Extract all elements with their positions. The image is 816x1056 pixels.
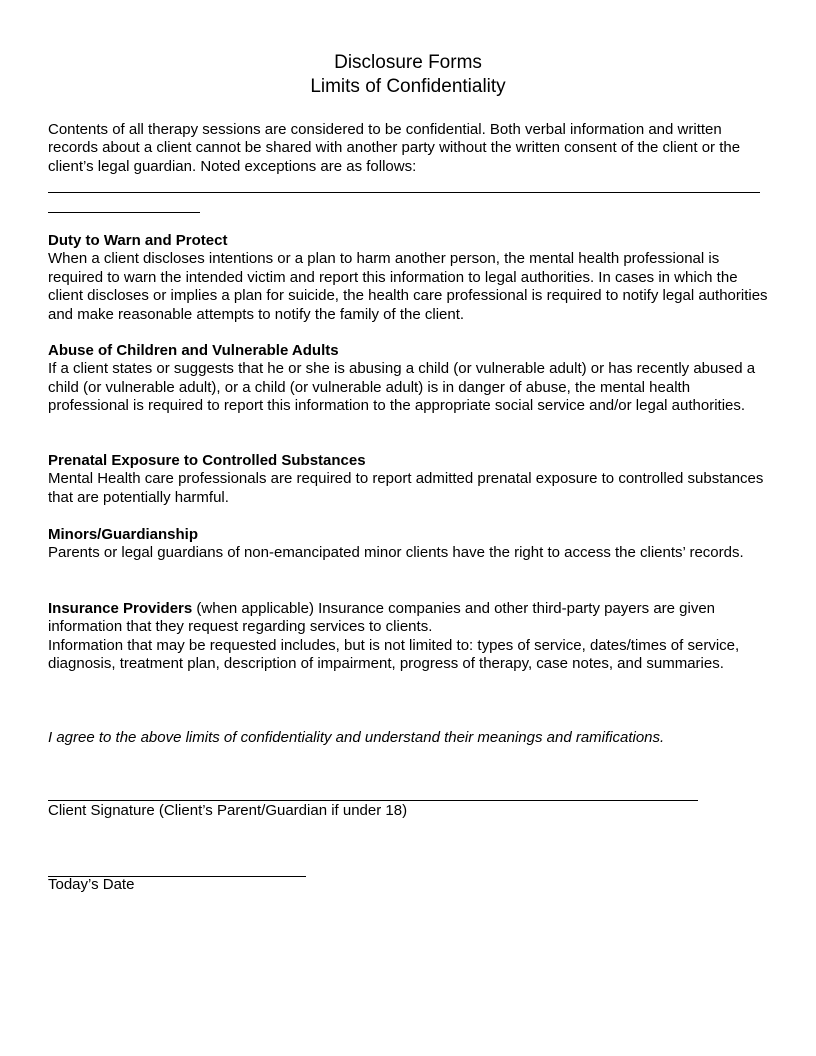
section-body: Mental Health care professionals are required to report admitted prenatal exposure to controlled substances that are potentially harmful. bbox=[48, 470, 764, 506]
section-body: When a client discloses intentions or a plan to harm another person, the mental health professional is required to warn the intended victim and report this information to legal authorities. In cases in which the client discloses or implies a plan for suicide, the health care professional is required to notify legal authorities and make reasonable attempts to notify the family of the client. bbox=[48, 250, 768, 323]
section-body: Parents or legal guardians of non-emancipated minor clients have the right to access the clients’ records. bbox=[48, 544, 744, 562]
section-heading: Abuse of Children and Vulnerable Adults bbox=[48, 342, 339, 359]
section-heading-suffix: (when applicable) Insurance companies and other third-party payers are given information that they request regarding services to clients. bbox=[48, 600, 716, 636]
intro-block bbox=[48, 121, 773, 176]
section-insurance-providers bbox=[48, 600, 773, 674]
section-heading: Duty to Warn and Protect bbox=[48, 232, 228, 249]
document-title: Disclosure Forms bbox=[334, 52, 482, 73]
section-body: If a client states or suggests that he or she is abusing a child (or vulnerable adult) or has recently abused a child (or vulnerable adult), or a child (or vulnerable adult) is in danger of abuse, the mental health professional is required to report this information to the appropriate social service and/or legal authorities. bbox=[48, 360, 756, 415]
date-label: Today’s Date bbox=[48, 876, 135, 893]
client-signature-label: Client Signature (Client’s Parent/Guardian if under 18) bbox=[48, 802, 408, 819]
agreement-statement: I agree to the above limits of confidentiality and understand their meanings and ramifications. bbox=[48, 729, 665, 746]
section-minors-guardianship bbox=[48, 526, 773, 563]
section-duty-to-warn bbox=[48, 232, 773, 324]
intro-paragraph: Contents of all therapy sessions are considered to be confidential. Both verbal information and written records about a client cannot be shared with another party without the written consent of the client or the client’s legal guardian. Noted exceptions are as follows: bbox=[48, 121, 741, 175]
section-heading: Insurance Providers bbox=[48, 600, 193, 617]
section-heading: Prenatal Exposure to Controlled Substances bbox=[48, 452, 366, 469]
exceptions-blank-line[interactable] bbox=[48, 192, 760, 193]
section-heading: Minors/Guardianship bbox=[48, 526, 199, 543]
exceptions-blank-line-continued[interactable] bbox=[48, 212, 200, 213]
client-signature-line[interactable] bbox=[48, 800, 698, 801]
section-abuse bbox=[48, 342, 773, 416]
document-subtitle: Limits of Confidentiality bbox=[310, 76, 506, 97]
section-body: Information that may be requested includes, but is not limited to: types of service, dates/times of service, diagnosis, treatment plan, description of impairment, progress of therapy, case notes, and summaries. bbox=[48, 636, 740, 673]
section-first-line bbox=[48, 600, 715, 635]
section-prenatal-exposure bbox=[48, 452, 773, 507]
